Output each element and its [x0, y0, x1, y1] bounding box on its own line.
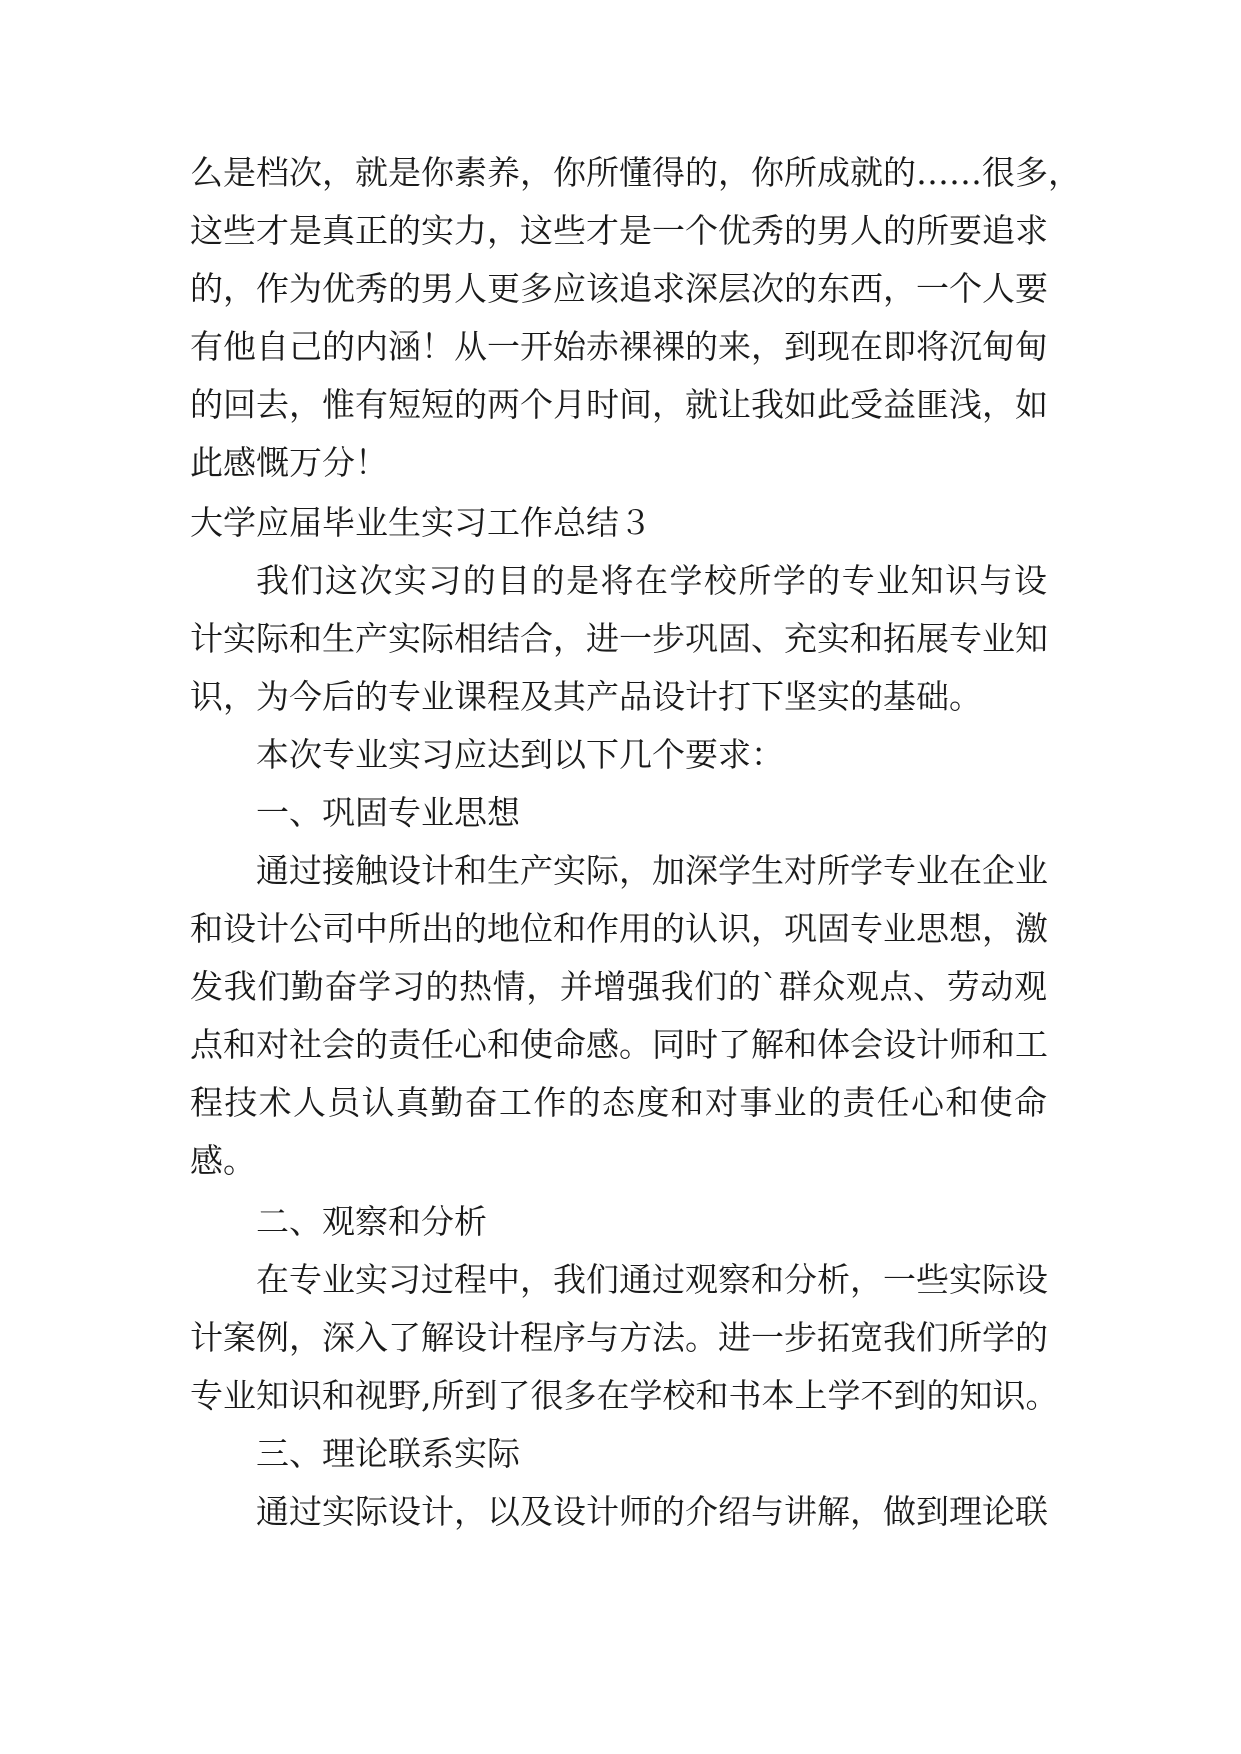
- text-line: 和设计公司中所出的地位和作用的认识，巩固专业思想，激: [190, 909, 1048, 948]
- text-line: 这些才是真正的实力，这些才是一个优秀的男人的所要追求: [190, 211, 1048, 250]
- text-line: 计案例，深入了解设计程序与方法。进一步拓宽我们所学的: [190, 1318, 1048, 1357]
- text-line: 的回去，惟有短短的两个月时间，就让我如此受益匪浅，如: [190, 385, 1048, 424]
- text-line: 程技术人员认真勤奋工作的态度和对事业的责任心和使命: [190, 1083, 1047, 1122]
- section-heading: 大学应届毕业生实习工作总结３: [190, 503, 652, 542]
- subheading-2: 二、观察和分析: [256, 1202, 487, 1241]
- text-line: 此感慨万分！: [190, 443, 388, 482]
- text-line: 识，为今后的专业课程及其产品设计打下坚实的基础。: [190, 677, 982, 716]
- text-line: 专业知识和视野,所到了很多在学校和书本上学不到的知识。: [190, 1376, 1059, 1415]
- text-line: 计实际和生产实际相结合，进一步巩固、充实和拓展专业知: [190, 619, 1048, 658]
- paragraph-first-line: 本次专业实习应达到以下几个要求：: [256, 735, 784, 774]
- subheading-3: 三、理论联系实际: [256, 1434, 520, 1473]
- subheading-1: 一、巩固专业思想: [256, 793, 520, 832]
- text-line: 么是档次，就是你素养，你所懂得的，你所成就的……很多，: [190, 153, 1081, 192]
- text-line: 的，作为优秀的男人更多应该追求深层次的东西，一个人要: [190, 269, 1048, 308]
- paragraph-first-line: 我们这次实习的目的是将在学校所学的专业知识与设: [256, 561, 1047, 600]
- paragraph-first-line: 在专业实习过程中，我们通过观察和分析，一些实际设: [256, 1260, 1048, 1299]
- paragraph-first-line: 通过实际设计，以及设计师的介绍与讲解，做到理论联: [256, 1492, 1048, 1531]
- paragraph-first-line: 通过接触设计和生产实际，加深学生对所学专业在企业: [256, 851, 1048, 890]
- text-line: 有他自己的内涵！从一开始赤裸裸的来，到现在即将沉甸甸: [190, 327, 1048, 366]
- text-line: 点和对社会的责任心和使命感。同时了解和体会设计师和工: [190, 1025, 1048, 1064]
- text-line: 感。: [190, 1141, 256, 1180]
- text-line: 发我们勤奋学习的热情，并增强我们的`群众观点、劳动观: [190, 967, 1047, 1006]
